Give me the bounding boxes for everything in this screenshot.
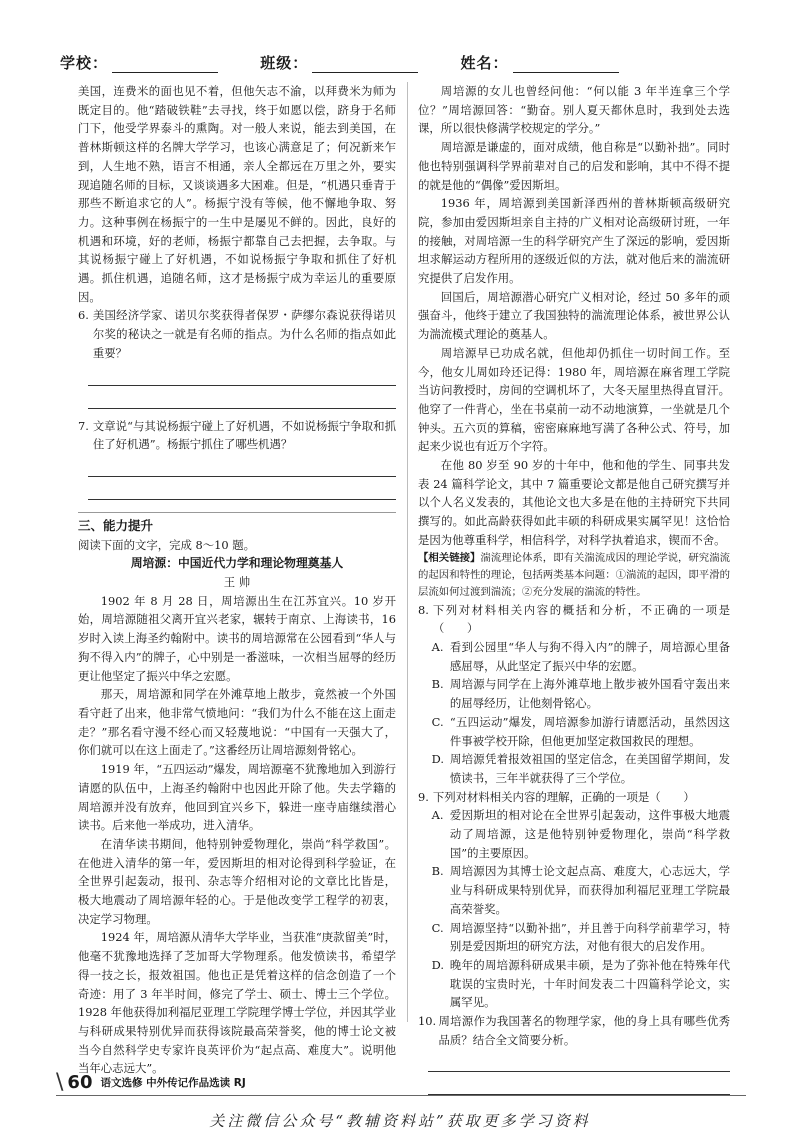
- option-letter: D.: [431, 752, 445, 767]
- option-letter: C.: [431, 714, 444, 729]
- answer-line-10b[interactable]: [428, 1072, 730, 1095]
- answer-line-7a[interactable]: [88, 454, 396, 477]
- column-divider: [407, 82, 408, 1022]
- answer-line-6a[interactable]: [88, 363, 396, 386]
- related-link: [418, 550, 730, 601]
- article-paragraph-8: 1936 年，周培源到美国新泽西州的普林斯顿高级研究院，参加由爱因斯坦亲自主持的广义相对论高级研讨班，一年的接触，对周培源一生的科学研究产生了深远的影响，爱因斯坦求解运动方程所用的逐级近似的方法，就对他后来的湍流研究提供了启发作用。: [418, 196, 730, 286]
- article-paragraph-6: 周培源的女儿也曾经问他：“何以能 3 年半连拿三个学位？”周培源回答：“勤奋。别人夏天都休息时，我到处去选课，所以很快修满学校规定的学分。”: [418, 84, 730, 136]
- book-title: 语文选修 中外传记作品选读 RJ: [100, 1077, 246, 1089]
- left-column: [78, 82, 396, 1076]
- option-text: 爱因斯坦的相对论在全世界引起轰动，这件事极大地震动了周培源，这是他特别钟爱物理化，崇尚“科学救国”的主要原因。: [449, 808, 730, 860]
- answer-line-7b[interactable]: [88, 477, 396, 500]
- question-8: [418, 601, 730, 638]
- option-text: 看到公园里“华人与狗不得入内”的牌子，周培源心里备感屈辱，从此坚定了振兴中华的宏愿。: [449, 639, 730, 673]
- school-label: 学校：: [60, 54, 109, 72]
- continued-paragraph: 美国，连费米的面也见不着，但他矢志不渝，以拜费米为师为既定目的。他“踏破铁鞋”去寻找，终于如愿以偿，跻身于名师门下，他受学界泰斗的熏陶。对一般人来说，能去到美国，在普林斯顿这样的名牌大学学习，也该心满意足了；何况新来乍到，人生地不熟，语言不相通，亲人全都远在万里之外，要实现追随名师的目标，又谈谈遇多大困难。但是，“机遇只垂青于那些不断追求它的人”。杨振宁没有等候，他不懈地争取、努力。这种事例在杨振宁的一生中是屡见不鲜的。因此，良好的机遇和环境，好的老师，杨振宁都靠自己去把握，去争取。与其说杨振宁碰上了好机遇，不如说杨振宁争取和抓住了好机遇。抓住机遇，追随名师，这才是杨振宁成为幸运儿的重要原因。: [78, 84, 396, 304]
- question-9: [418, 788, 730, 807]
- article-author: 王 帅: [223, 575, 251, 590]
- article-paragraph-3: 1919 年，“五四运动”爆发，周培源毫不犹豫地加入到游行请愿的队伍中，上海圣约翰附中也因此开除了他。失去学籍的周培源并没有放弃，他回到宜兴乡下，躲进一座寺庙继续潜心读书。后来他一举成功，进入清华。: [78, 762, 396, 833]
- option-text: 周培源坚持“以勤补拙”，并且善于向科学前辈学习，特别是爱因斯坦的研究方法，对他有很大的启发作用。: [449, 920, 730, 954]
- class-blank[interactable]: [312, 58, 418, 73]
- article-paragraph-1: 1902 年 8 月 28 日，周培源出生在江苏宜兴。10 岁开始，周培源随祖父离开宜兴老家，辗转于南京、上海读书，16 岁时入读上海圣约翰附中。读书的周培源常在公园看到“华人与狗不得入内”的牌子，心中别是一番滋味，一次相当屈辱的经历更让他坚定了振兴中华之宏愿。: [78, 593, 396, 683]
- question-6-text: 美国经济学家、诺贝尔奖获得者保罗・萨缪尔森说获得诺贝尔奖的秘诀之一就是有名师的指点。为什么名师的指点如此重要？: [92, 308, 396, 360]
- article-paragraph-11: 在他 80 岁至 90 岁的十年中，他和他的学生、同事共发表 24 篇科学论文，其中 7 篇重要论文都是他自己研究撰写并以个人名义发表的，其他论文也大多是在他的主持研究下共同撰写的。如此高龄获得如此丰硕的科研成果实属罕见！这恰恰是因为他尊重科学，相信科学，对科学执着追求，锲而不舍。: [418, 458, 730, 547]
- article-paragraph-2: 那天，周培源和同学在外滩草地上散步，竟然被一个外国看守赶了出来，他非常气愤地问：“我们为什么不能在这上面走走？”那名看守漫不经心而又轻蔑地说：“中国有一天强大了，你们就可以在这上面走了。”这番经历让周培源刻骨铭心。: [78, 687, 396, 758]
- school-field[interactable]: [60, 52, 218, 73]
- page-number: 60: [67, 1072, 93, 1093]
- question-9-stem: 下列对材料相关内容的理解，正确的一项是（ ）: [432, 789, 695, 804]
- article-title: 周培源：中国近代力学和理论物理奠基人: [130, 556, 344, 571]
- question-9-option-b[interactable]: [418, 862, 730, 918]
- question-10: [418, 1012, 730, 1049]
- article-paragraph-7: 周培源是谦虚的，面对成绩，他自称是“以勤补拙”。同时他也特别强调科学界前辈对自己的启发和影响，其中不得不提的就是他的“偶像”爱因斯坦。: [418, 140, 730, 192]
- question-8-option-c[interactable]: [418, 713, 730, 750]
- question-9-option-a[interactable]: [418, 806, 730, 862]
- option-text: 周培源凭着报效祖国的坚定信念，在美国留学期间，发愤读书，三年半就获得了三个学位。: [449, 752, 730, 785]
- question-8-option-b[interactable]: [418, 675, 730, 712]
- name-label: 姓名：: [460, 54, 509, 72]
- class-label: 班级：: [260, 54, 309, 72]
- question-10-number: 10.: [418, 1014, 437, 1029]
- option-letter: C.: [431, 920, 444, 935]
- question-9-option-c[interactable]: [418, 919, 730, 956]
- student-info-header: [60, 52, 740, 73]
- article-paragraph-4: 在清华读书期间，他特别钟爱物理化，崇尚“科学救国”。在他进入清华的第一年，爱因斯坦的相对论得到科学验证，在全世界引起轰动，报刊、杂志等介绍相对论的文章比比皆是，极大地震动了周培源年轻的心。于是他改变学工程学的初衷，决定学习物理。: [78, 836, 396, 926]
- name-field[interactable]: [461, 52, 619, 73]
- option-letter: A.: [431, 639, 444, 654]
- section-title: 三、能力提升: [78, 512, 396, 536]
- question-8-number: 8.: [418, 602, 429, 617]
- question-8-option-d[interactable]: [418, 750, 730, 787]
- option-text: 周培源因为其博士论文起点高、难度大，心志远大，学业与科研成果特别优异，而获得加利福尼亚理工学院最高荣誉奖。: [449, 864, 730, 916]
- question-9-option-d[interactable]: [418, 956, 730, 1012]
- question-7-text: 文章说“与其说杨振宁碰上了好机遇，不如说杨振宁争取和抓住了好机遇”。杨振宁抓住了哪些机遇？: [92, 418, 396, 452]
- article-paragraph-5: 1924 年，周培源从清华大学毕业，当获准“庚款留美”时，他毫不犹豫地选择了芝加哥大学物理系。他发愤读书，希望学得一技之长，报效祖国。他也正是凭着这样的信念创造了一个奇迹：用了 3 年半时间，修完了学士、硕士、博士三个学位。1928 年他获得加利福尼亚理工学院理学博士学位，并因其学业与科研成果特别优异而获得该院最高荣誉奖，他的博士论文被当今自然科学史专家许良英评价为“起点高、难度大”。说明他当年心志远大”。: [78, 930, 396, 1076]
- question-7: [78, 417, 396, 454]
- footer-rule: [56, 1095, 746, 1096]
- reading-instruction: 阅读下面的文字，完成 8～10 题。: [78, 537, 256, 552]
- article-paragraph-10: 周培源早已功成名就，但他却仍抓住一切时间工作。至今，他女儿周如玲还记得：1980 年，周培源在麻省理工学院当访问教授时，房间的空调机坏了，大冬天屋里热得直冒汗。他穿了一件背心，坐在书桌前一动不动地演算，一坐就是几个钟头。五六页的算稿，密密麻麻地写满了各种公式、符号，加起来少说也有近万个字符。: [418, 345, 730, 454]
- question-9-number: 9.: [418, 789, 429, 804]
- name-blank[interactable]: [513, 58, 619, 73]
- answer-line-6b[interactable]: [88, 386, 396, 409]
- school-blank[interactable]: [112, 58, 218, 73]
- article-paragraph-9: 回国后，周培源潜心研究广义相对论，经过 50 多年的顽强奋斗，他终于建立了我国独特的湍流理论体系，被世界公认为湍流模式理论的奠基人。: [418, 289, 730, 342]
- question-8-stem: 下列对材料相关内容的概括和分析，不正确的一项是（ ）: [432, 602, 730, 636]
- question-6-number: 6.: [78, 308, 89, 323]
- question-7-number: 7.: [78, 418, 89, 433]
- option-letter: B.: [431, 677, 444, 692]
- footer-slash-mark: \: [56, 1070, 64, 1095]
- question-10-text: 周培源作为我国著名的物理学家，他的身上具有哪些优秀品质？结合全文简要分析。: [438, 1014, 730, 1047]
- page-footer: [56, 1070, 246, 1095]
- option-letter: A.: [431, 808, 444, 823]
- right-column: [418, 82, 731, 1047]
- option-letter: D.: [431, 957, 445, 972]
- option-text: “五四运动”爆发，周培源参加游行请愿活动，虽然因这件事被学校开除，但他更加坚定救国救民的理想。: [449, 714, 730, 748]
- option-text: 周培源与同学在上海外滩草地上散步被外国看守轰出来的屈辱经历，让他刻骨铭心。: [449, 677, 730, 711]
- answer-line-10a[interactable]: [428, 1049, 730, 1072]
- option-text: 晚年的周培源科研成果丰硕，是为了弥补他在特殊年代耽误的宝贵时光，十年时间发表二十四篇科学论文，实属罕见。: [449, 957, 730, 1010]
- class-field[interactable]: [260, 52, 418, 73]
- related-link-body: 湍流理论体系，即有关湍流成因的理论学说，研究湍流的起因和特性的理论，包括两类基本问题：①湍流的起因，即平滑的层流如何过渡到湍流；②充分发展的湍流的特性。: [418, 551, 731, 598]
- watermark-text: 关注微信公众号“教辅资料站”获取更多学习资料: [209, 1112, 591, 1130]
- question-8-option-a[interactable]: [418, 638, 730, 675]
- question-6: [78, 306, 396, 362]
- related-link-tag: 【相关链接】: [418, 551, 481, 564]
- option-letter: B.: [431, 864, 444, 879]
